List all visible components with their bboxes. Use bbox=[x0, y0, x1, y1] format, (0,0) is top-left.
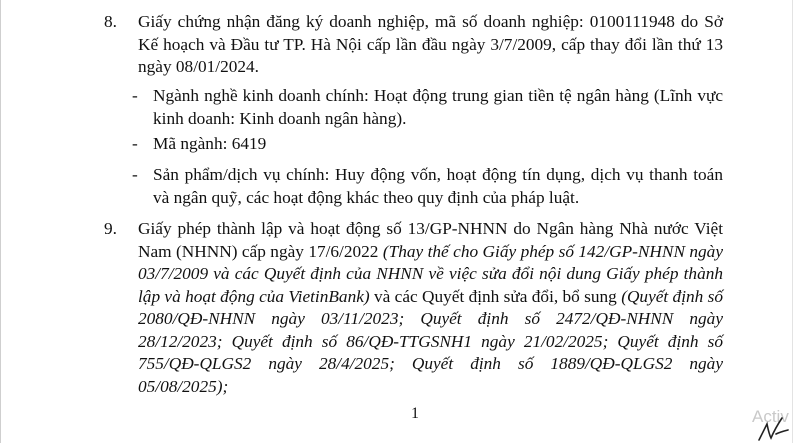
text-line: Giấy chứng nhận đăng ký doanh nghiệp, mã số doanh nghiệp: 0100111948 do Sở bbox=[138, 12, 723, 31]
sub-item-text bbox=[153, 133, 723, 156]
dash-bullet: - bbox=[132, 86, 138, 105]
text-line: Giấy phép thành lập và hoạt động số 13/GP-NHNN do Ngân hàng Nhà nước Việt bbox=[138, 219, 723, 238]
text-line: 28/12/2023; Quyết định số 86/QĐ-TTGSNH1 ngày 21/02/2025; Quyết định số bbox=[138, 331, 723, 351]
text-line: 755/QĐ-QLGS2 ngày 28/4/2025; Quyết định số 1889/QĐ-QLGS2 ngày bbox=[138, 354, 723, 373]
text-line: 03/7/2009 và các Quyết định của NHNN về việc sửa đổi nội dung Giấy phép thành bbox=[138, 264, 723, 283]
italic-run: lập và hoạt động của VietinBank) bbox=[138, 286, 370, 306]
text-line: và ngân quỹ, các hoạt động khác theo quy định của pháp luật. bbox=[153, 187, 580, 207]
item-text bbox=[138, 11, 723, 79]
text-line bbox=[138, 241, 723, 264]
dash-bullet: - bbox=[132, 165, 138, 184]
item-text bbox=[138, 218, 723, 398]
left-border bbox=[0, 0, 1, 443]
text-line: Sản phẩm/dịch vụ chính: Huy động vốn, hoạt động tín dụng, dịch vụ thanh toán bbox=[153, 165, 723, 184]
sub-item-text bbox=[153, 85, 723, 130]
activation-watermark: Activ bbox=[752, 407, 789, 426]
italic-run: (Thay thế cho Giấy phép số 142/GP-NHNN ngày bbox=[382, 241, 723, 261]
text-run: Nam (NHNN) cấp ngày 17/6/2022 bbox=[138, 241, 383, 261]
italic-run: (Quyết định số bbox=[621, 286, 723, 306]
text-line: Mã ngành: 6419 bbox=[153, 134, 267, 153]
text-line: Kế hoạch và Đầu tư TP. Hà Nội cấp lần đầu ngày 3/7/2009, cấp thay đổi lần thứ 13 bbox=[138, 34, 723, 54]
item-number: 8. bbox=[104, 12, 117, 31]
item-number: 9. bbox=[104, 219, 117, 238]
sub-item-text bbox=[153, 164, 723, 209]
text-line bbox=[138, 286, 723, 309]
page-number: 1 bbox=[411, 405, 419, 422]
text-line: Ngành nghề kinh doanh chính: Hoạt động trung gian tiền tệ ngân hàng (Lĩnh vực bbox=[153, 86, 723, 105]
text-line: ngày 08/01/2024. bbox=[138, 57, 259, 76]
text-run: và các Quyết định sửa đổi, bổ sung bbox=[369, 286, 622, 306]
text-line: 05/08/2025); bbox=[138, 376, 229, 396]
signature-mark bbox=[756, 414, 790, 443]
dash-bullet: - bbox=[132, 134, 138, 153]
text-line: kinh doanh: Kinh doanh ngân hàng). bbox=[153, 108, 407, 128]
text-line: 2080/QĐ-NHNN ngày 03/11/2023; Quyết định số 2472/QĐ-NHNN ngày bbox=[138, 309, 723, 328]
